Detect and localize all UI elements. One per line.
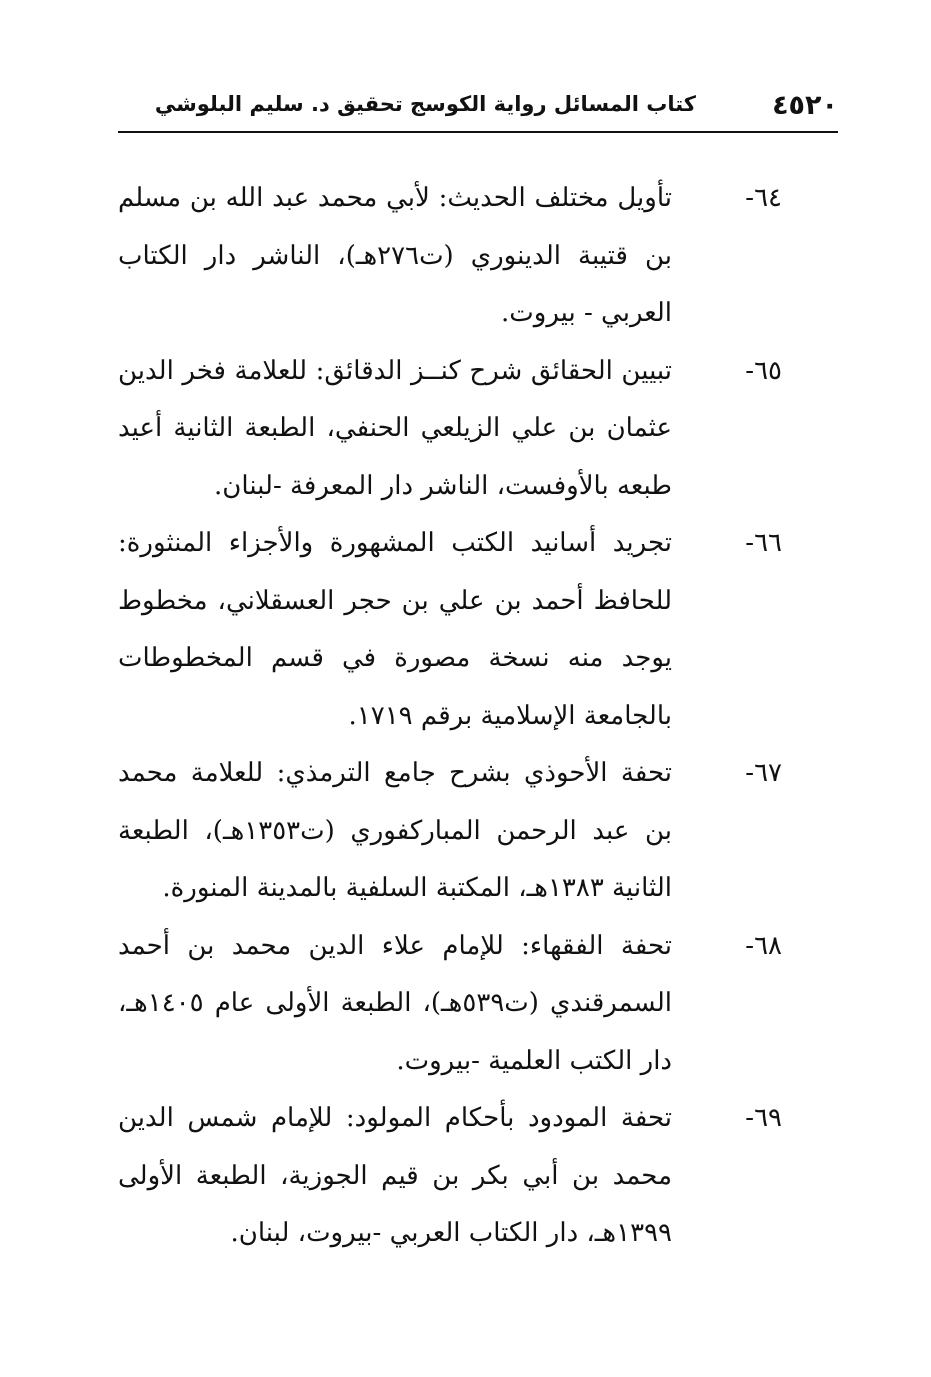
bibliography-entry xyxy=(118,745,782,918)
entry-number: ٦٤- xyxy=(745,183,782,213)
entry-number: ٦٨- xyxy=(745,930,782,961)
page-number: ٤٥٢٠ xyxy=(772,90,838,121)
bibliography-list xyxy=(118,170,782,1263)
bibliography-entry xyxy=(118,343,782,516)
bibliography-entry xyxy=(118,918,782,1091)
bibliography-entry xyxy=(118,515,782,745)
entry-text: تأويل مختلف الحديث: لأبي محمد عبد الله بن مسلم بن قتيبة الدينوري (ت٢٧٦هـ)، الناشر دار الكتاب العربي - بيروت. xyxy=(118,183,672,328)
running-title: كتاب المسائل رواية الكوسج تحقيق د. سليم البلوشي xyxy=(154,92,696,116)
bibliography-entry xyxy=(118,170,782,343)
page-header xyxy=(118,86,838,130)
entry-number: ٦٩- xyxy=(745,1103,782,1133)
entry-number: ٦٥- xyxy=(745,355,782,386)
header-rule xyxy=(118,131,838,133)
entry-text: تحفة المودود بأحكام المولود: للإمام شمس الدين محمد بن أبي بكر بن قيم الجوزية، الطبعة الأولى ١٣٩٩هـ، دار الكتاب العربي -بيروت، لبنان. xyxy=(118,1103,672,1248)
entry-text: تحفة الفقهاء: للإمام علاء الدين محمد بن أحمد السمرقندي (ت٥٣٩هـ)، الطبعة الأولى عام ١٤٠٥هـ، دار الكتب العلمية -بيروت. xyxy=(118,930,673,1076)
entry-text: تجريد أسانيد الكتب المشهورة والأجزاء المنثورة: للحافظ أحمد بن علي بن حجر العسقلاني، مخطوط يوجد منه نسخة مصورة في قسم المخطوطات بالجامعة الإسلامية برقم ١٧١٩. xyxy=(118,528,672,731)
entry-text: تحفة الأحوذي بشرح جامع الترمذي: للعلامة محمد بن عبد الرحمن المباركفوري (ت١٣٥٣هـ)، الطبعة الثانية ١٣٨٣هـ، المكتبة السلفية بالمدينة المنورة. xyxy=(118,758,672,903)
entry-text: تبيين الحقائق شرح كنــز الدقائق: للعلامة فخر الدين عثمان بن علي الزيلعي الحنفي، الطبعة الثانية أعيد طبعه بالأوفست، الناشر دار المعرفة -لبنان. xyxy=(118,355,672,501)
entry-number: ٦٦- xyxy=(745,528,782,558)
entry-number: ٦٧- xyxy=(745,758,782,788)
bibliography-entry xyxy=(118,1090,782,1263)
